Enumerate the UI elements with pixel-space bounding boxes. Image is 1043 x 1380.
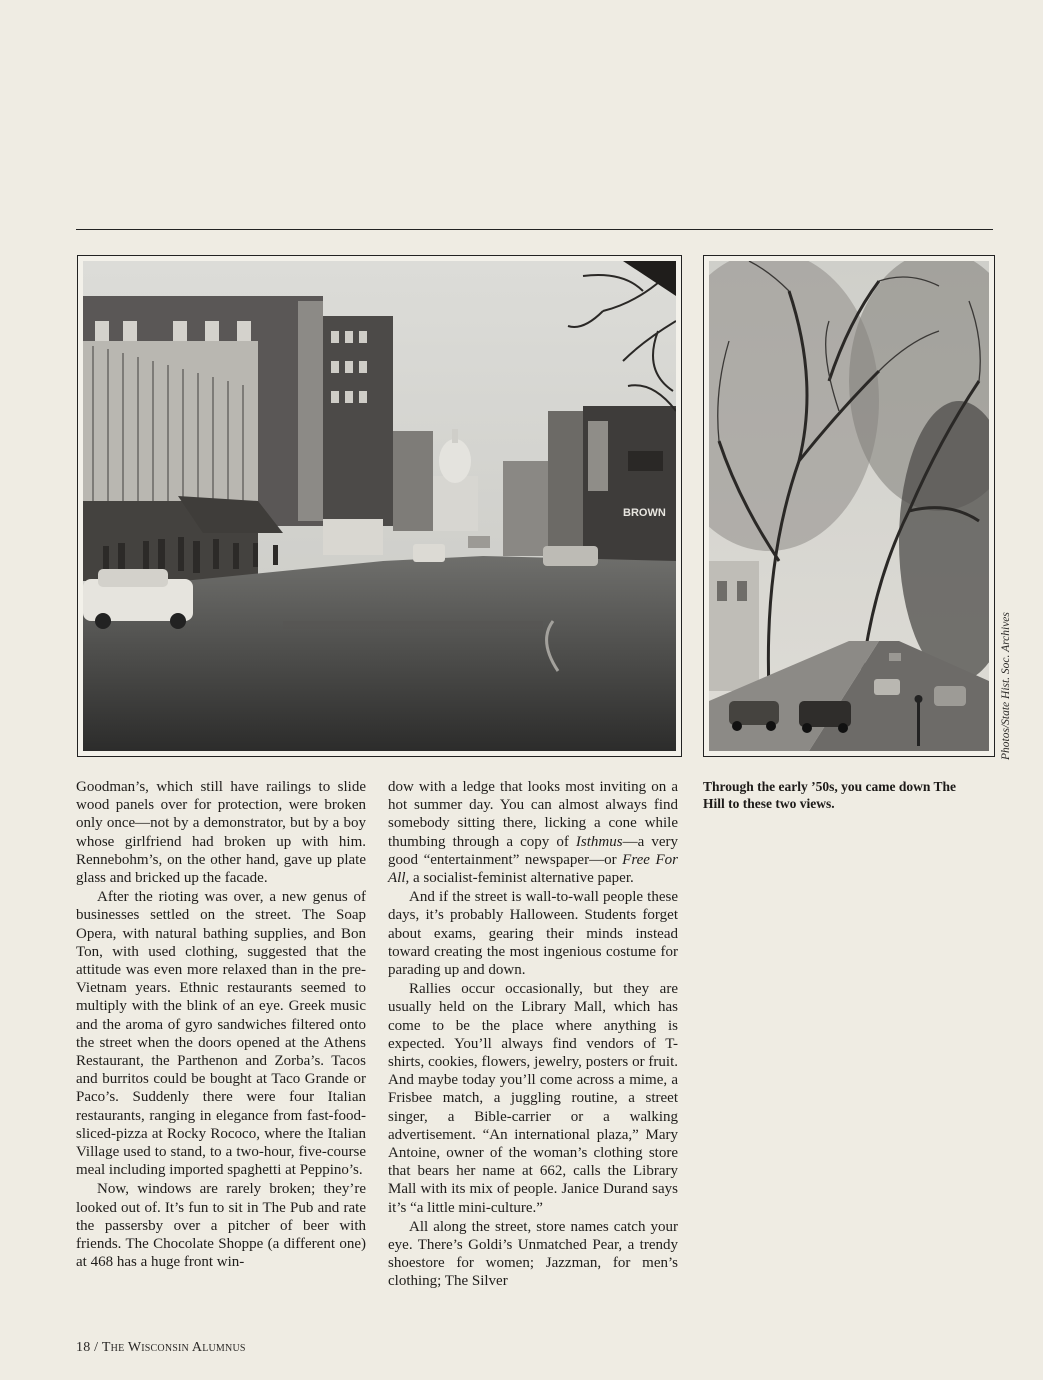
state-street-photo-image: [83, 261, 676, 751]
tree-lined-street-photo: [703, 255, 995, 757]
publication-title: Isthmus: [575, 833, 623, 850]
article-column-2: [388, 778, 678, 1292]
paragraph: After the rioting was over, a new genus of businesses settled on the street. The Soap Opera, with natural bathing supplies, and Bon Ton, with used clothing, suggested that the attitude was even more relaxed than in the pre-Vietnam years. Ethnic restaurants seemed to multiply with the blink of an eye. Greek music and the aroma of gyro sandwiches filtered onto the street when the doors opened at the Athens Restaurant, the Parthenon and Zorba’s. Tacos and burritos could be bought at Taco Grande or Paco’s. Suddenly there were four Italian restaurants, ranging in elegance from fast-food-sliced-pizza at Rocky Rococo, where the Italian Village used to stand, to a two-hour, five-course meal including imported spaghetti at Peppino’s.: [76, 889, 366, 1179]
paragraph: Goodman’s, which still have railings to slide wood panels over for protection, were broken only once—not by a demonstrator, but by a boy whose girlfriend had broken up with him. Rennebohm’s, on the other hand, gave up plate glass and bricked up the facade.: [76, 779, 366, 887]
brown-sign: BROWN: [623, 507, 666, 519]
paragraph-text: —a very good “entertainment” newspaper—or: [388, 833, 678, 868]
paragraph: And if the street is wall-to-wall people these days, it’s probably Halloween. Students forget about exams, gearing their minds instead toward creating the most ingenious costume for parading up and down.: [388, 889, 678, 979]
paragraph-text: dow with a ledge that looks most inviting on a hot summer day. You can almost always find somebody sitting there, licking a cone while thumbing through a copy of: [388, 779, 678, 850]
paragraph: All along the street, store names catch your eye. There’s Goldi’s Unmatched Pear, a trendy shoestore for women; Jazzman, for men’s clothing; The Silver: [388, 1218, 678, 1290]
top-rule: [76, 229, 993, 230]
footer-separator: /: [94, 1340, 99, 1355]
paragraph-text: a socialist-feminist alternative paper.: [409, 870, 634, 887]
state-street-photo: [77, 255, 682, 757]
article-column-1: [76, 778, 366, 1272]
page-number: 18: [76, 1340, 91, 1355]
page-footer: [76, 1340, 246, 1356]
publication-title: Free For All,: [388, 851, 678, 887]
paragraph: [388, 778, 678, 887]
paragraph: Now, windows are rarely broken; they’re looked out of. It’s fun to sit in The Pub and rate the passersby over a pitcher of beer with friends. The Chocolate Shoppe (a different one) at 468 has a huge front win-: [76, 1181, 366, 1271]
photo-credit: Photos/State Hist. Soc. Archives: [1000, 612, 1012, 760]
photo-caption: Through the early ’50s, you came down The Hill to these two views.: [703, 779, 957, 811]
publication-name: The Wisconsin Alumnus: [101, 1340, 246, 1355]
tree-lined-street-photo-image: [709, 261, 989, 751]
paragraph: Rallies occur occasionally, but they are usually held on the Library Mall, which has come to be the place where anything is expected. You’ll always find vendors of T-shirts, cookies, flowers, jewelry, posters or fruit. And maybe today you’ll come across a mime, a Frisbee match, a juggling routine, a street singer, a Bible-carrier or a walking advertisement. “An international plaza,” Mary Antoine, owner of the woman’s clothing store that bears her name at 662, calls the Library Mall with its mix of people. Janice Durand says it’s “a little mini-culture.”: [388, 981, 678, 1216]
